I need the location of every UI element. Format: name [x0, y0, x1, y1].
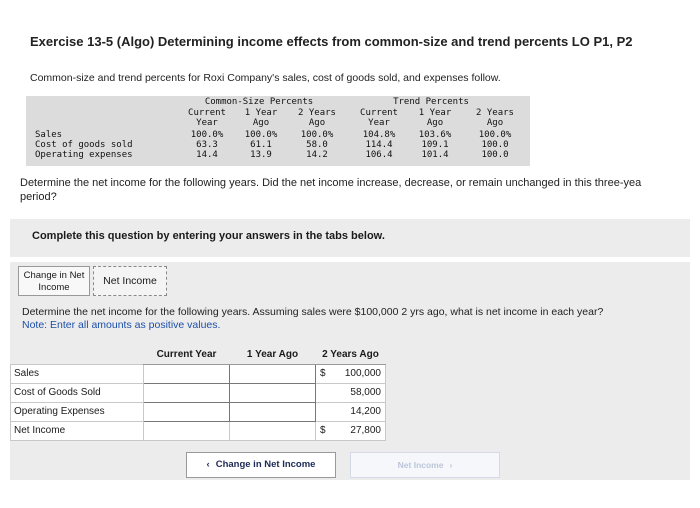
- trend-value: 109.1: [421, 140, 449, 150]
- trend-value: 100.0: [481, 140, 509, 150]
- header-blank: [11, 345, 144, 364]
- note-text: Note: Enter all amounts as positive values.: [22, 319, 221, 331]
- common-size-heading: Common-Size Percents: [204, 97, 314, 107]
- row-label-opex: Operating expenses: [35, 150, 133, 160]
- question-text: Determine the net income for the following years. Did the net income increase, decrease, or remain unchanged in this three-yea period?: [20, 177, 642, 203]
- net-income-2-years-ago-value: $ 27,800: [316, 421, 386, 440]
- cs-value: 13.9: [250, 150, 272, 160]
- row-label: Cost of Goods Sold: [11, 383, 144, 402]
- trend-value: 100.0: [481, 150, 509, 160]
- row-label: Operating Expenses: [11, 402, 144, 421]
- col-header-2yr: 2 Years Ago: [298, 108, 336, 128]
- page-title: Exercise 13-5 (Algo) Determining income effects from common-size and trend percents LO P1, P2: [30, 34, 633, 49]
- instruction-banner: [10, 219, 690, 257]
- trend-heading: Trend Percents: [393, 97, 469, 107]
- trend-value: 100.0%: [478, 130, 512, 140]
- cogs-1-year-ago-input[interactable]: [230, 383, 316, 402]
- trend-value: 104.8%: [362, 130, 396, 140]
- tab-net-income[interactable]: Net Income: [93, 266, 167, 296]
- header-1-year-ago: 1 Year Ago: [230, 345, 316, 364]
- opex-current-year-input[interactable]: [144, 402, 230, 421]
- cogs-2-years-ago-value: 58,000: [316, 383, 386, 402]
- opex-1-year-ago-input[interactable]: [230, 402, 316, 421]
- trend-value: 106.4: [365, 150, 393, 160]
- intro-text: Common-size and trend percents for Roxi Company's sales, cost of goods sold, and expenses follow.: [30, 72, 501, 84]
- sales-current-year-input[interactable]: [144, 364, 230, 383]
- cs-value: 14.2: [306, 150, 328, 160]
- trend-value: 101.4: [421, 150, 449, 160]
- table-row: [11, 364, 386, 383]
- cs-value: 100.0%: [244, 130, 278, 140]
- cs-value: 100.0%: [300, 130, 334, 140]
- sales-2-years-ago-value: $ 100,000: [316, 364, 386, 383]
- trend-col-header-2yr: 2 Years Ago: [476, 108, 514, 128]
- cs-value: 14.4: [196, 150, 218, 160]
- cs-value: 100.0%: [190, 130, 224, 140]
- opex-2-years-ago-value: 14,200: [316, 402, 386, 421]
- trend-col-header-current: Current Year: [360, 108, 398, 128]
- row-label: Sales: [11, 364, 144, 383]
- cs-value: 61.1: [250, 140, 272, 150]
- cs-value: 63.3: [196, 140, 218, 150]
- table-row: [11, 383, 386, 402]
- tab-change-in-net-income[interactable]: Change in Net Income: [18, 266, 90, 296]
- header-2-years-ago: 2 Years Ago: [316, 345, 386, 364]
- sales-1-year-ago-input[interactable]: [230, 364, 316, 383]
- cs-value: 58.0: [306, 140, 328, 150]
- next-tab-button[interactable]: Net Income ›: [350, 452, 500, 478]
- trend-col-header-1yr: 1 Year Ago: [418, 108, 452, 128]
- header-current-year: Current Year: [144, 345, 230, 364]
- chevron-left-icon: ‹: [206, 459, 210, 470]
- answer-table: [10, 345, 386, 441]
- table-row: [11, 402, 386, 421]
- col-header-current: Current Year: [188, 108, 226, 128]
- table-row: [11, 421, 386, 440]
- net-income-1-year-ago-cell: [230, 421, 316, 440]
- row-label-cogs: Cost of goods sold: [35, 140, 133, 150]
- row-label: Net Income: [11, 421, 144, 440]
- row-label-sales: Sales: [35, 130, 63, 140]
- question-2-text: Determine the net income for the following years. Assuming sales were $100,000 2 yrs ago, what is net income in each year? Note: Enter all amounts as positive values.: [22, 306, 604, 331]
- prev-tab-button[interactable]: ‹ Change in Net Income: [186, 452, 336, 478]
- net-income-current-year-cell: [144, 421, 230, 440]
- chevron-right-icon: ›: [449, 460, 453, 470]
- instruction-text: Complete this question by entering your answers in the tabs below.: [32, 230, 385, 242]
- col-header-1yr: 1 Year Ago: [244, 108, 278, 128]
- trend-value: 103.6%: [418, 130, 452, 140]
- trend-value: 114.4: [365, 140, 393, 150]
- cogs-current-year-input[interactable]: [144, 383, 230, 402]
